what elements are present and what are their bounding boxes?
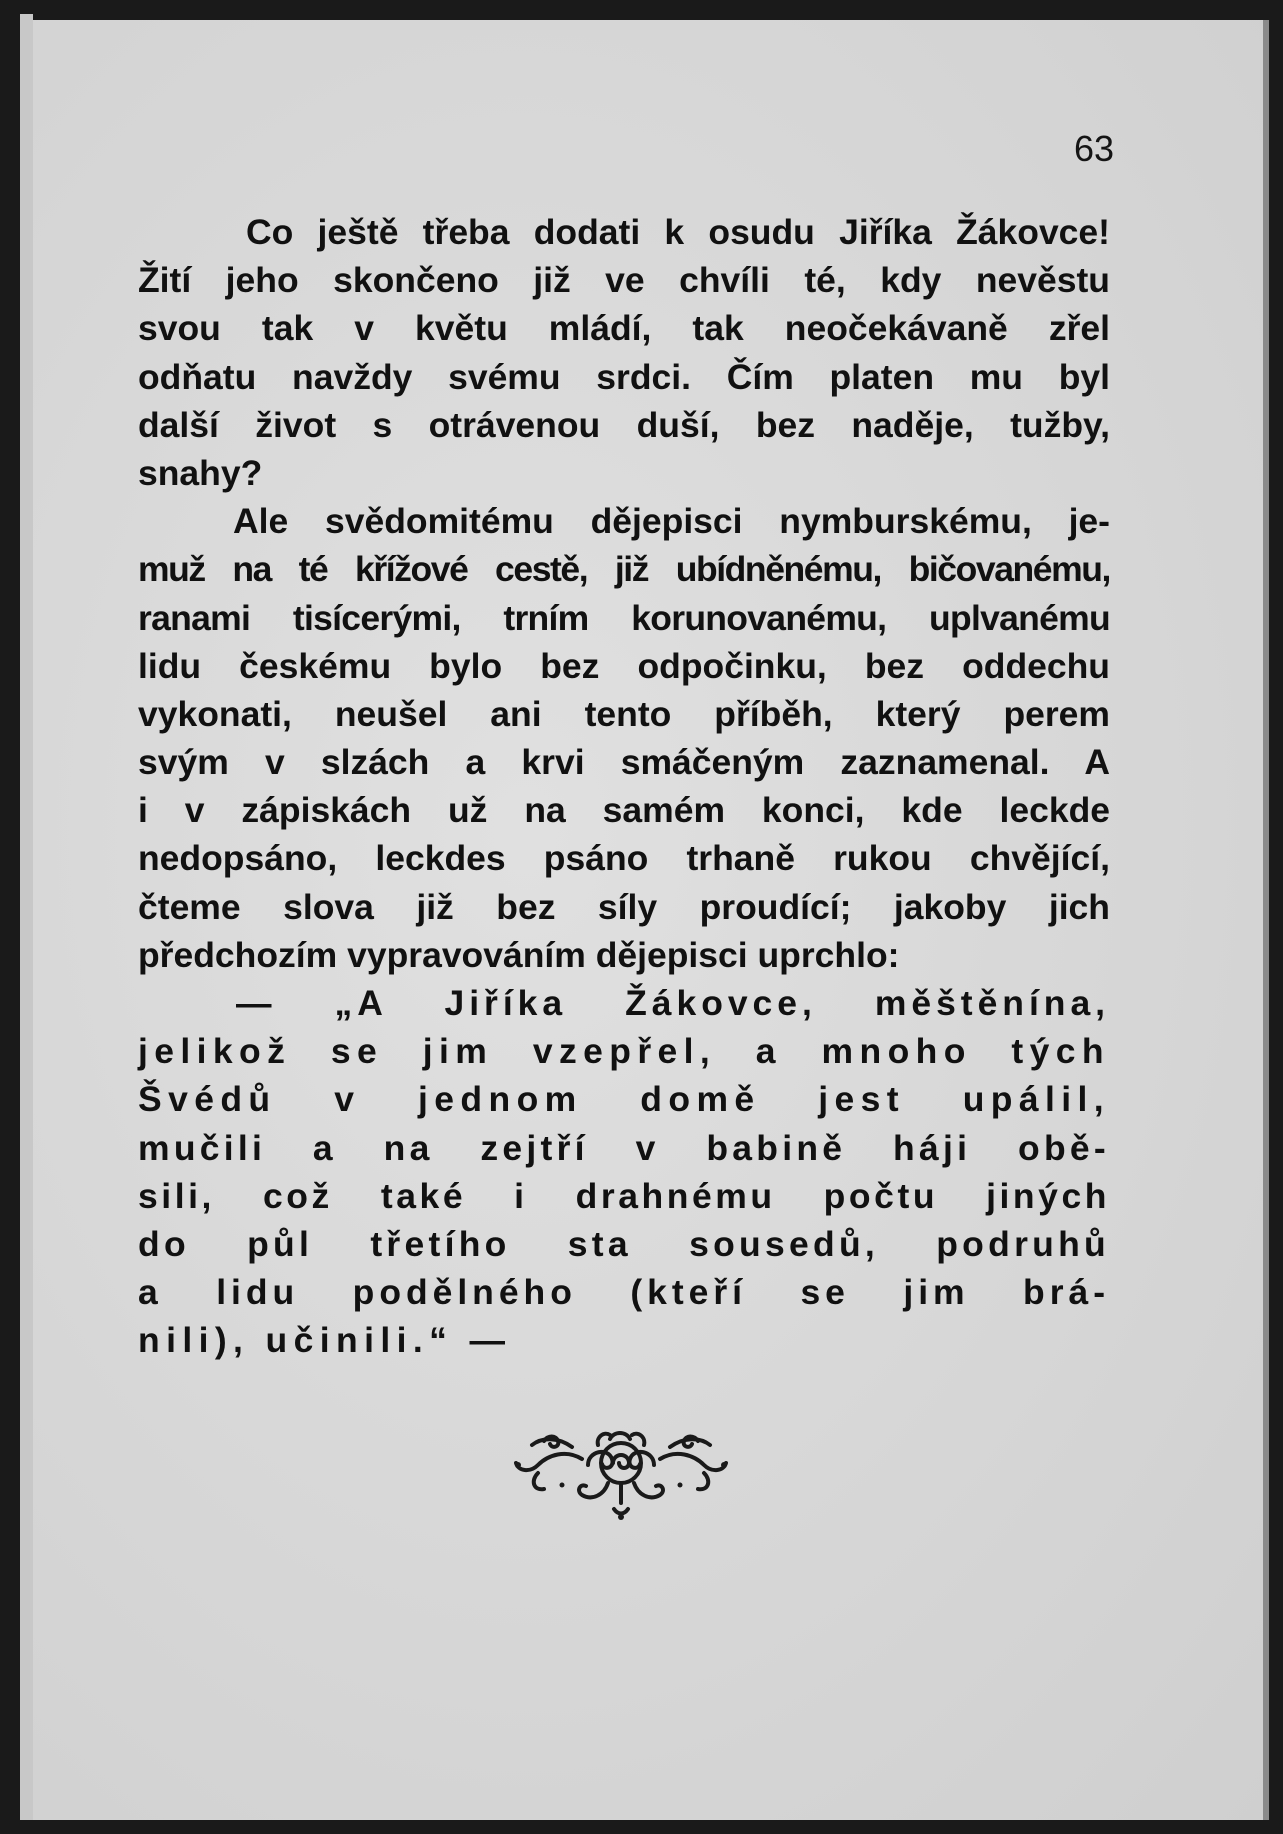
text-line: svou tak v květu mládí, tak neočekávaně zřel <box>138 308 1110 349</box>
text-line: sili, což také i drahnému počtu jiných <box>138 1175 1110 1216</box>
text-line: nedopsáno, leckdes psáno trhaně rukou chvějící, <box>138 838 1110 879</box>
text-line: muž na té křížové cestě, již ubídněnému, bičovanému, <box>138 549 1110 590</box>
text-line: Co ještě třeba dodati k osudu Jiříka Žákovce! <box>246 212 1110 252</box>
text-line: lidu českému bylo bez odpočinku, bez oddechu <box>138 645 1110 686</box>
text-line: ranami tisícerými, trním korunovanému, uplvanému <box>138 597 1110 638</box>
text-line: další život s otrávenou duší, bez naděje, tužby, <box>138 404 1110 445</box>
text-line: vykonati, neušel ani tento příběh, který perem <box>138 693 1110 734</box>
text-line: odňatu navždy svému srdci. Čím platen mu byl <box>138 356 1110 397</box>
text-line: Žití jeho skončeno již ve chvíli té, kdy nevěstu <box>138 260 1110 301</box>
text-line: do půl třetího sta sousedů, podruhů <box>138 1223 1110 1264</box>
body-text <box>138 208 1110 1365</box>
text-line: i v zápiskách už na samém konci, kde leckde <box>138 790 1110 831</box>
text-line: Švédů v jednom domě jest upálil, <box>138 1079 1110 1120</box>
text-line: — „A Jiříka Žákovce, měštěnína, <box>236 983 1110 1023</box>
text-line: nili), učinili.“ — <box>138 1320 512 1361</box>
text-line: svým v slzách a krvi smáčeným zaznamenal. A <box>138 742 1110 783</box>
text-line: Ale svědomitému dějepisci nymburskému, je- <box>233 501 1110 542</box>
text-line: snahy? <box>138 452 263 493</box>
text-line: mučili a na zejtří v babině háji obě- <box>138 1127 1110 1168</box>
page-edge-left <box>20 14 33 1820</box>
scroll-ornament-icon <box>512 1425 730 1525</box>
text-line: předchozím vypravováním dějepisci uprchlo: <box>138 934 900 975</box>
text-line: jelikož se jim vzepřel, a mnoho tých <box>138 1031 1110 1072</box>
text-line: a lidu podělného (kteří se jim brá- <box>138 1272 1110 1313</box>
text-line: čteme slova již bez síly proudící; jakoby jich <box>138 886 1110 927</box>
page-edge-right <box>1263 20 1269 1820</box>
page-number: 63 <box>1073 128 1114 169</box>
